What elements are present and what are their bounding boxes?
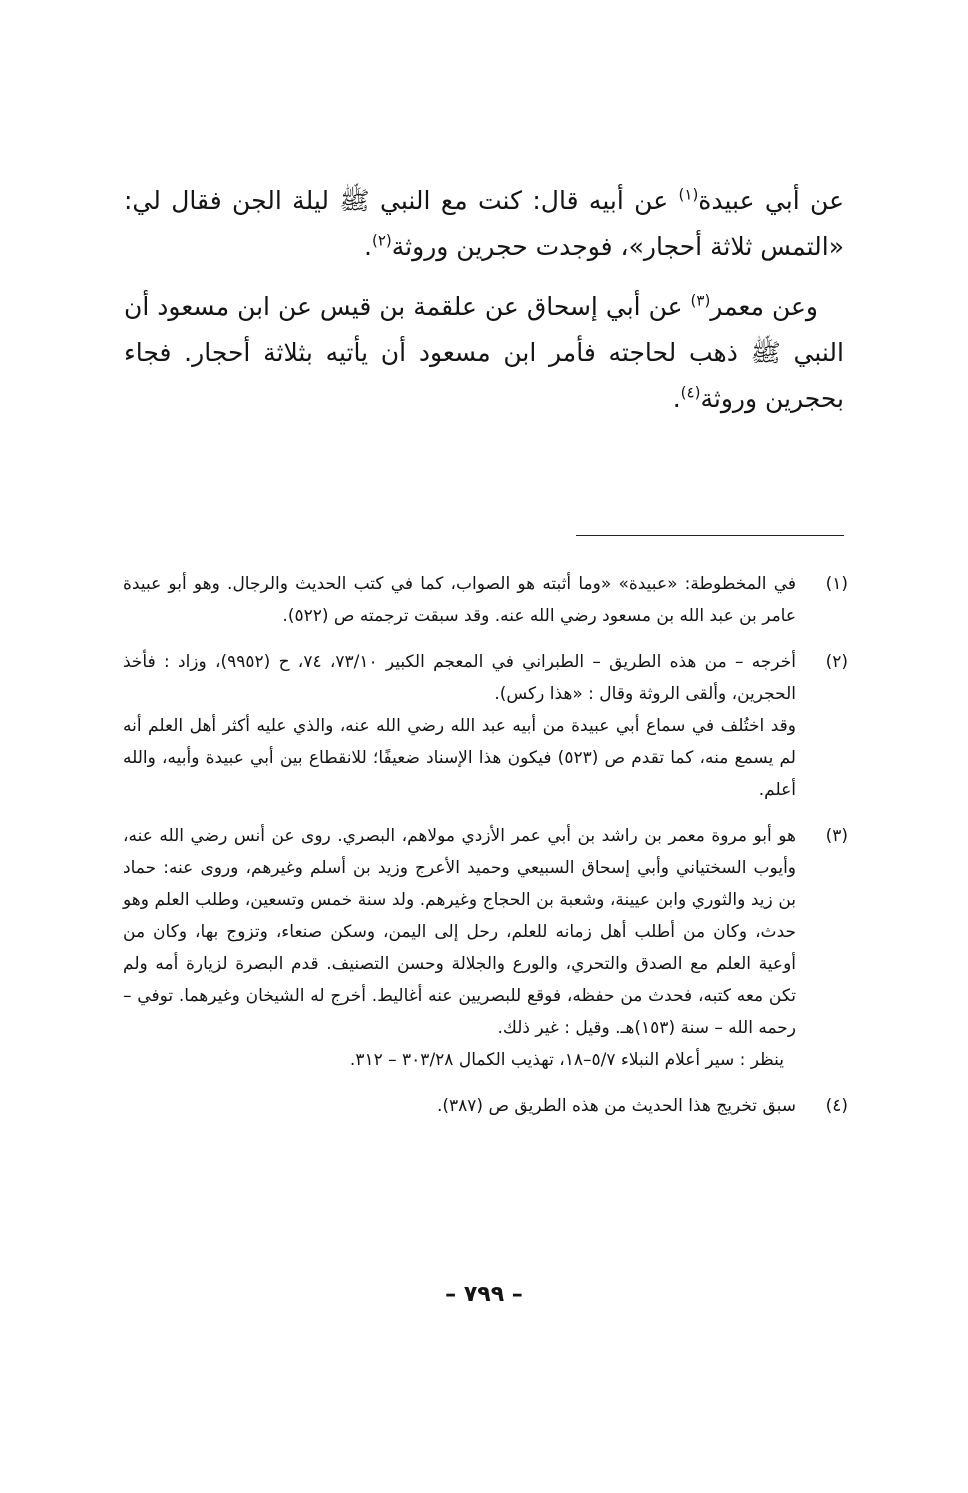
footnote-text: وقد اختُلف في سماع أبي عبيدة من أبيه عبد الله رضي الله عنه، والذي عليه أكثر أهل العلم أنه لم يسمع منه، كما تقدم ص (٥٢٣) فيكون هذا الإسناد ضعيفًا؛ للانقطاع بين أبي عبيدة وأبيه، والله أعلم. xyxy=(123,716,796,800)
footnote-number: (٢) xyxy=(825,652,848,672)
text-run: عن أبيه قال: كنت مع النبي ﷺ ليلة الجن فقال لي: «التمس ثلاثة أحجار»، فوجدت حجرين وروثة xyxy=(124,186,844,261)
footnote-number: (١) xyxy=(825,574,848,594)
footnotes xyxy=(123,568,848,1136)
footnote-number: (٣) xyxy=(825,826,848,846)
footnote-number: (٤) xyxy=(825,1096,848,1116)
footnote-marker-4: (٤) xyxy=(680,383,701,402)
footnote-separator xyxy=(576,535,844,536)
footnote-text: في المخطوطة: «عبيدة» «وما أثبته هو الصواب، كما في كتب الحديث والرجال. وهو أبو عبيدة عامر بن عبد الله بن مسعود رضي الله عنه. وقد سبقت ترجمته ص (٥٢٢). xyxy=(123,574,796,626)
footnote-marker-2: (٢) xyxy=(371,231,392,250)
footnote-text: أخرجه – من هذه الطريق – الطبراني في المعجم الكبير ٧٣/١٠، ٧٤، ح (٩٩٥٢)، وزاد : فأخذ الحجرين، وألقى الروثة وقال : «هذا ركس). xyxy=(123,652,797,704)
footnote-body xyxy=(123,1090,796,1122)
footnote-marker-3: (٣) xyxy=(690,291,711,310)
footnote-body xyxy=(123,568,796,632)
footnote-text: هو أبو مروة معمر بن راشد بن أبي عمر الأزدي مولاهم، البصري. روى عن أنس رضي الله عنه، وأيوب السختياني وأبي إسحاق السبيعي وحميد الأعرج وزيد بن أسلم وغيرهم، وروى عنه: حماد بن زيد والثوري وابن عيينة، وشعبة بن الحجاج وغيرهم. ولد سنة خمس وتسعين، وطلب العلم وهو حدث، وكان من أطلب أهل زمانه للعلم، رحل إلى اليمن، وسكن صنعاء، وتزوج بها، وكان من أوعية العلم مع الصدق والتحري، والورع والجلالة وحسن التصنيف. قدم البصرة لزيارة أمه ولم تكن معه كتبه، فحدث من حفظه، فوقع للبصريين عنه أغاليط. أخرج له الشيخان وغيرهما. توفي – رحمه الله – سنة (١٥٣)هـ. وقيل : غير ذلك. xyxy=(123,826,796,1038)
footnote-3 xyxy=(123,820,848,1076)
text-run: وعن معمر xyxy=(710,292,818,321)
footnote-1 xyxy=(123,568,848,632)
footnote-2 xyxy=(123,646,848,806)
page-number: – ٧٩٩ – xyxy=(445,1282,523,1307)
text-run: عن أبي إسحاق عن علقمة بن قيس عن ابن مسعود أن النبي ﷺ ذهب لحاجته فأمر ابن مسعود أن يأتيه بثلاثة أحجار. فجاء بحجرين وروثة xyxy=(124,292,844,413)
footnote-body xyxy=(123,646,796,806)
text-run: عن أبي عبيدة xyxy=(698,186,845,215)
paragraph-2 xyxy=(124,284,844,422)
paragraph-1 xyxy=(124,178,844,270)
text-run: . xyxy=(672,384,681,413)
footnote-text: سبق تخريج هذا الحديث من هذه الطريق ص (٣٨٧). xyxy=(436,1096,796,1116)
footnote-4 xyxy=(123,1090,848,1122)
footnote-body xyxy=(123,820,796,1076)
main-text xyxy=(124,178,844,436)
footnote-marker-1: (١) xyxy=(678,185,699,204)
footnote-reference: ينظر : سير أعلام النبلاء ٥/٧–١٨، تهذيب الكمال ٣٠٣/٢٨ – ٣١٢. xyxy=(349,1050,784,1070)
text-run: . xyxy=(364,232,372,261)
